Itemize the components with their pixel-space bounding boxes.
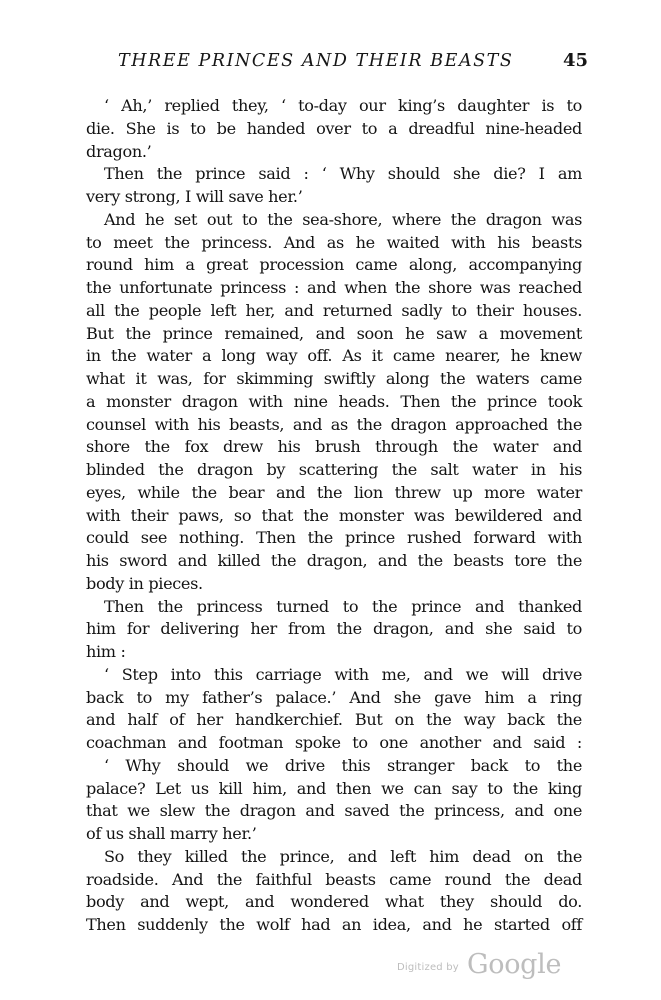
text-line: very strong, I will save her.’ [86, 187, 303, 206]
text-line: Then the prince said : ‘ Why should she die? I am [104, 164, 582, 184]
text-line: him for delivering her from the dragon, and she said to [86, 619, 582, 639]
watermark-prefix: Digitized by [397, 962, 459, 973]
text-line: die. She is to be handed over to a dreadful nine-headed [86, 118, 582, 138]
text-line: all the people left her, and returned sadly to their houses. [86, 300, 582, 320]
digitized-watermark [397, 949, 561, 980]
text-line: of us shall marry her.’ [86, 824, 257, 843]
body-text [86, 95, 582, 937]
text-line: body and wept, and wondered what they should do. [86, 892, 582, 912]
text-line: round him a great procession came along, accompanying [86, 255, 582, 275]
google-logo: Google [467, 949, 562, 980]
text-line: his sword and killed the dragon, and the beasts tore the [86, 551, 582, 570]
text-line: Then suddenly the wolf had an idea, and he started off [86, 915, 582, 934]
running-head [118, 51, 588, 77]
text-line: dragon.’ [86, 141, 152, 161]
text-line: to meet the princess. And as he waited with his beasts [86, 232, 582, 252]
page-number: 45 [562, 50, 588, 71]
text-line: with their paws, so that the monster was bewildered and [86, 505, 582, 525]
text-line: in the water a long way off. As it came nearer, he knew [86, 346, 582, 366]
text-line: And he set out to the sea-shore, where the dragon was [104, 209, 582, 229]
text-line: But the prince remained, and soon he saw a movement [86, 323, 582, 343]
text-line: ‘ Ah,’ replied they, ‘ to-day our king’s daughter is to [104, 96, 582, 115]
text-line: blinded the dragon by scattering the salt water in his [86, 460, 582, 479]
text-line: Then the princess turned to the prince and thanked [104, 596, 582, 616]
text-line: counsel with his beasts, and as the dragon approached the [86, 414, 582, 434]
text-line: could see nothing. Then the prince rushed forward with [86, 528, 582, 548]
text-line: what it was, for skimming swiftly along the waters came [86, 369, 582, 388]
text-line: back to my father’s palace.’ And she gave him a ring [86, 687, 582, 707]
text-line: that we slew the dragon and saved the princess, and one [86, 801, 582, 821]
text-line: coachman and footman spoke to one another and said : [86, 733, 582, 752]
text-line: him : [86, 642, 126, 661]
text-line: body in pieces. [86, 573, 203, 593]
text-line: ‘ Step into this carriage with me, and we will drive [104, 664, 582, 684]
text-line: eyes, while the bear and the lion threw up more water [86, 482, 582, 502]
text-line: ‘ Why should we drive this stranger back to the [104, 755, 582, 775]
running-title: THREE PRINCES AND THEIR BEASTS [118, 51, 514, 71]
text-line: a monster dragon with nine heads. Then the prince took [86, 391, 582, 411]
text-line: and half of her handkerchief. But on the way back the [86, 710, 582, 730]
text-line: roadside. And the faithful beasts came round the dead [86, 869, 582, 889]
text-line: shore the fox drew his brush through the water and [86, 437, 582, 457]
text-line: the unfortunate princess : and when the shore was reached [86, 278, 582, 297]
text-line: So they killed the prince, and left him dead on the [104, 846, 582, 866]
text-line: palace? Let us kill him, and then we can say to the king [86, 778, 582, 798]
